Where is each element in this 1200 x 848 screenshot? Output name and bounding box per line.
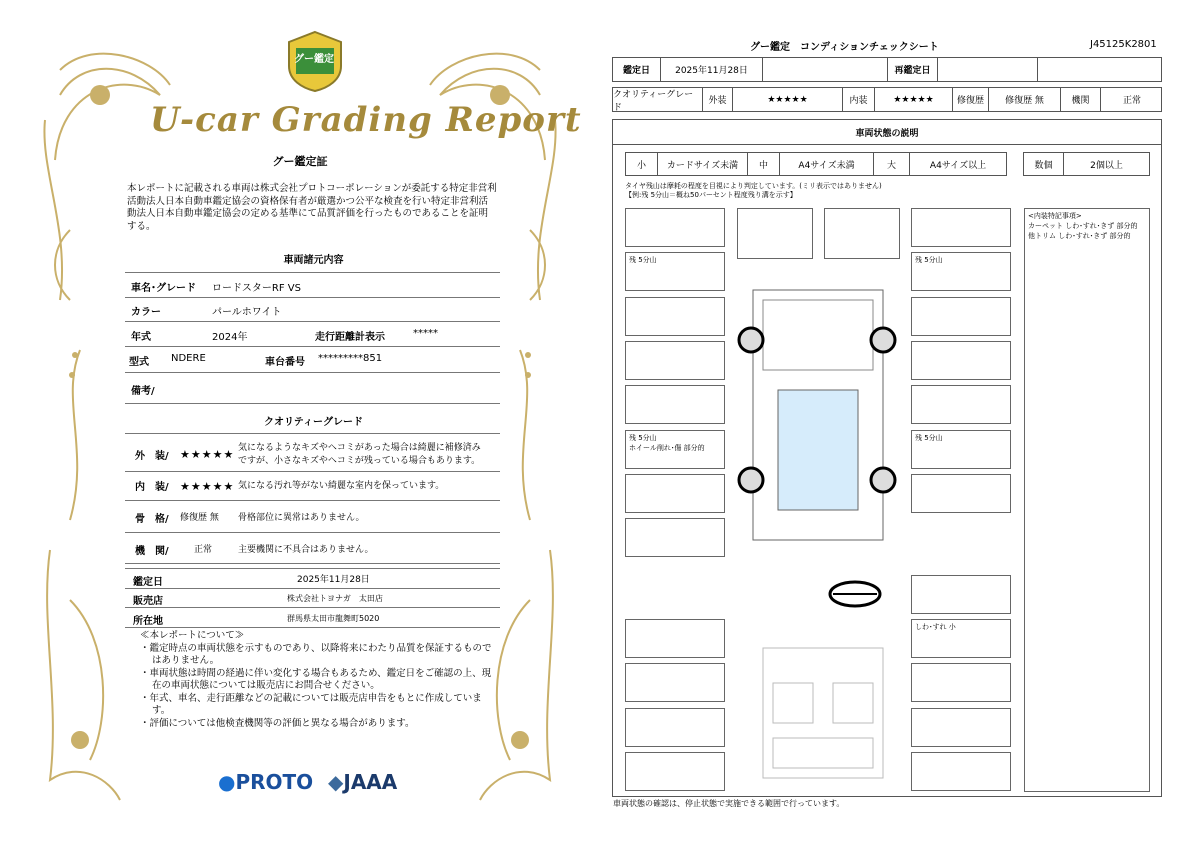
spec-remarks-label: 備考/	[131, 386, 155, 397]
spec-model-value: NDERE	[171, 353, 206, 364]
address-value: 群馬県太田市龍舞町5020	[287, 614, 380, 623]
legend-mid: 中	[748, 153, 780, 175]
ext-stars: ★★★★★	[733, 88, 843, 111]
grade-label: クオリティーグレード	[613, 88, 703, 111]
frame-label: 骨 格/	[135, 514, 169, 525]
proto-logo-icon: ●	[218, 770, 236, 794]
condition-section	[612, 119, 1162, 797]
legend-small-desc: カードサイズ未満	[658, 153, 748, 175]
spec-row-remarks	[125, 373, 500, 404]
jaaa-logo	[328, 770, 397, 794]
spec-row-color	[125, 297, 500, 322]
grade-table	[612, 87, 1162, 112]
dealer-value: 株式会社トヨナガ 太田店	[287, 594, 383, 603]
legend-large-desc: A4サイズ以上	[929, 160, 987, 171]
note-box	[625, 518, 725, 557]
note-box	[625, 385, 725, 424]
tire-rl-wheel-text: ホイール削れ･傷 部分的	[629, 444, 705, 452]
spec-chassis-value: *********851	[318, 353, 383, 364]
exterior-label: 外 装/	[135, 451, 169, 462]
note-box	[625, 208, 725, 247]
note-box	[911, 474, 1011, 513]
interior-remark-trim: 他トリム しわ･すれ･きず 部分的	[1028, 232, 1131, 240]
note-box	[911, 752, 1011, 791]
engine-label: 機関	[1061, 88, 1101, 111]
tire-fr-box	[911, 252, 1011, 291]
car-top-diagram	[723, 270, 913, 550]
dealer-label: 販売店	[133, 596, 163, 607]
section-title: 車両状態の説明	[613, 120, 1161, 145]
spec-chassis-label: 車台番号	[265, 357, 305, 368]
note-box	[625, 752, 725, 791]
certificate-intro: 本レポートに記載される車両は株式会社プロトコーポレーションが委託する特定非営利活動法人日本自動車鑑定協会の資格保有者が厳選かつ公平な検査を行い特定非営利活動法人日本自動車鑑定協会の定める基準にて品質評価を行ったものであることを証明する。	[127, 183, 497, 232]
proto-logo-text: PROTO	[235, 770, 314, 794]
report-title: U-car Grading Report	[150, 100, 582, 140]
badge-text: グー鑑定	[294, 54, 334, 65]
spec-year-label: 年式	[131, 332, 151, 343]
engine-value: 正常	[1122, 96, 1141, 106]
note-box	[737, 208, 813, 259]
spec-row-model	[125, 347, 500, 373]
quality-heading: クオリティーグレード	[264, 417, 363, 428]
note-box	[625, 619, 725, 658]
quality-row-engine	[125, 533, 500, 564]
note-box	[625, 663, 725, 702]
legend-mid-desc: A4サイズ未満	[780, 153, 874, 175]
exterior-stars: ★★★★★	[180, 448, 235, 461]
report-notes	[140, 630, 495, 730]
steering-wheel-icon	[827, 580, 883, 608]
address-row	[125, 608, 500, 628]
tire-note-2: 【例:残 5分山＝概ね50パーセント程度残り溝を示す】	[625, 191, 797, 199]
spec-year-value: 2024年	[212, 332, 248, 343]
spec-color-value: パールホワイト	[212, 307, 282, 318]
repair-value: 修復歴 無	[989, 88, 1061, 111]
note-box	[824, 208, 900, 259]
date-table	[612, 57, 1162, 82]
note-box	[911, 708, 1011, 747]
note-box	[911, 341, 1011, 380]
note-box	[625, 297, 725, 336]
exterior-text-1: 気になるようなキズやヘコミがあった場合は綺麗に補修済み	[238, 443, 481, 453]
date-row	[125, 568, 500, 589]
note-box	[911, 663, 1011, 702]
spec-row-year	[125, 322, 500, 347]
interior-stars: ★★★★★	[180, 480, 235, 493]
size-legend	[625, 152, 1007, 176]
legend-count: 数個	[1024, 153, 1064, 175]
spec-name-label: 車名･グレード	[131, 283, 196, 294]
appraisal-date-value: 2025年11月28日	[661, 58, 763, 81]
dealer-row	[125, 588, 500, 608]
condition-check-sheet	[600, 0, 1200, 848]
spec-model-label: 型式	[129, 357, 149, 368]
interior-note-box	[911, 619, 1011, 658]
engine-text: 主要機関に不具合はありません。	[238, 545, 374, 555]
int-label: 内装	[843, 88, 875, 111]
proto-logo	[218, 770, 313, 794]
blank-cell	[763, 58, 888, 81]
int-stars: ★★★★★	[875, 88, 953, 111]
note-box	[911, 385, 1011, 424]
note-box	[625, 341, 725, 380]
appraisal-date-label: 鑑定日	[613, 58, 661, 81]
interior-label: 内 装/	[135, 482, 169, 493]
note-box	[911, 575, 1011, 614]
tire-rr-text: 残 5分山	[915, 434, 943, 442]
reappraisal-value	[938, 58, 1038, 81]
address-label: 所在地	[133, 616, 163, 627]
goo-appraisal-badge	[286, 30, 344, 92]
exterior-text-2: ですが、小さなキズやヘコミが残っている場合もあります。	[238, 456, 481, 466]
spec-mileage-label: 走行距離計表示	[315, 332, 385, 343]
note-item: ・車両状態は時間の経過に伴い変化する場合もあるため、鑑定日をご確認の上、現在の車両状態については販売店にお問合せください。	[140, 667, 492, 691]
quality-row-interior	[125, 471, 500, 501]
car-interior-diagram	[753, 638, 893, 788]
frame-text: 骨格部位に異常はありません。	[238, 513, 365, 523]
count-legend	[1023, 152, 1150, 176]
jaaa-logo-icon: ◆	[328, 770, 344, 794]
tire-note-1: タイヤ残山は摩耗の程度を目視により判定しています。(ミリ表示ではありません)	[625, 182, 882, 190]
date-value: 2025年11月28日	[297, 575, 370, 585]
tire-fl-text: 残 5分山	[629, 256, 657, 264]
interior-remarks-box	[1024, 208, 1150, 792]
legend-count-desc: 2個以上	[1090, 160, 1123, 171]
note-item: ・鑑定時点の車両状態を示すものであり、以降将来にわたり品質を保証するものではありません。	[140, 642, 492, 666]
blank-cell	[1038, 58, 1163, 81]
note-item: ・評価については他検査機関等の評価と異なる場合があります。	[140, 717, 415, 729]
sheet-footer: 車両状態の確認は、停止状態で実施できる範囲で行っています。	[613, 799, 845, 808]
quality-row-exterior	[125, 433, 500, 472]
engine-value: 正常	[194, 545, 213, 555]
note-box	[625, 474, 725, 513]
note-box	[911, 297, 1011, 336]
spec-row-name	[125, 272, 500, 298]
quality-row-frame	[125, 501, 500, 533]
sheet-code: J45125K2801	[1090, 39, 1157, 50]
tire-fr-text: 残 5分山	[915, 256, 943, 264]
legend-small: 小	[626, 153, 658, 175]
engine-label: 機 関/	[135, 546, 169, 557]
tire-rr-box	[911, 430, 1011, 469]
notes-title: ≪本レポートについて≫	[140, 630, 245, 641]
interior-remarks-title: <内装特記事項>	[1028, 212, 1082, 220]
tire-fl-box	[625, 252, 725, 291]
jaaa-logo-text: JAAA	[343, 770, 398, 794]
interior-note-text: しわ･すれ 小	[915, 623, 956, 631]
repair-label: 修復歴	[953, 88, 989, 111]
note-box	[625, 708, 725, 747]
interior-text: 気になる汚れ等がない綺麗な室内を保っています。	[238, 481, 445, 491]
sheet-title: グー鑑定 コンディションチェックシート	[750, 42, 939, 53]
interior-remark-carpet: カーペット しわ･すれ･きず 部分的	[1028, 222, 1138, 230]
legend-large: 大	[874, 153, 910, 175]
note-box	[911, 208, 1011, 247]
spec-heading: 車両諸元内容	[283, 255, 344, 266]
spec-color-label: カラー	[131, 307, 161, 318]
note-item: ・年式、車名、走行距離などの記載については販売店申告をもとに作成しています。	[140, 692, 482, 716]
spec-mileage-value: *****	[413, 328, 438, 339]
frame-value: 修復歴 無	[180, 513, 219, 523]
date-label: 鑑定日	[133, 577, 163, 588]
reappraisal-label: 再鑑定日	[888, 58, 938, 81]
tire-rl-box	[625, 430, 725, 469]
certificate-title: グー鑑定証	[272, 155, 328, 168]
ext-label: 外装	[703, 88, 733, 111]
tire-rl-text: 残 5分山	[629, 434, 657, 442]
spec-name-value: ロードスターRF VS	[212, 283, 301, 294]
